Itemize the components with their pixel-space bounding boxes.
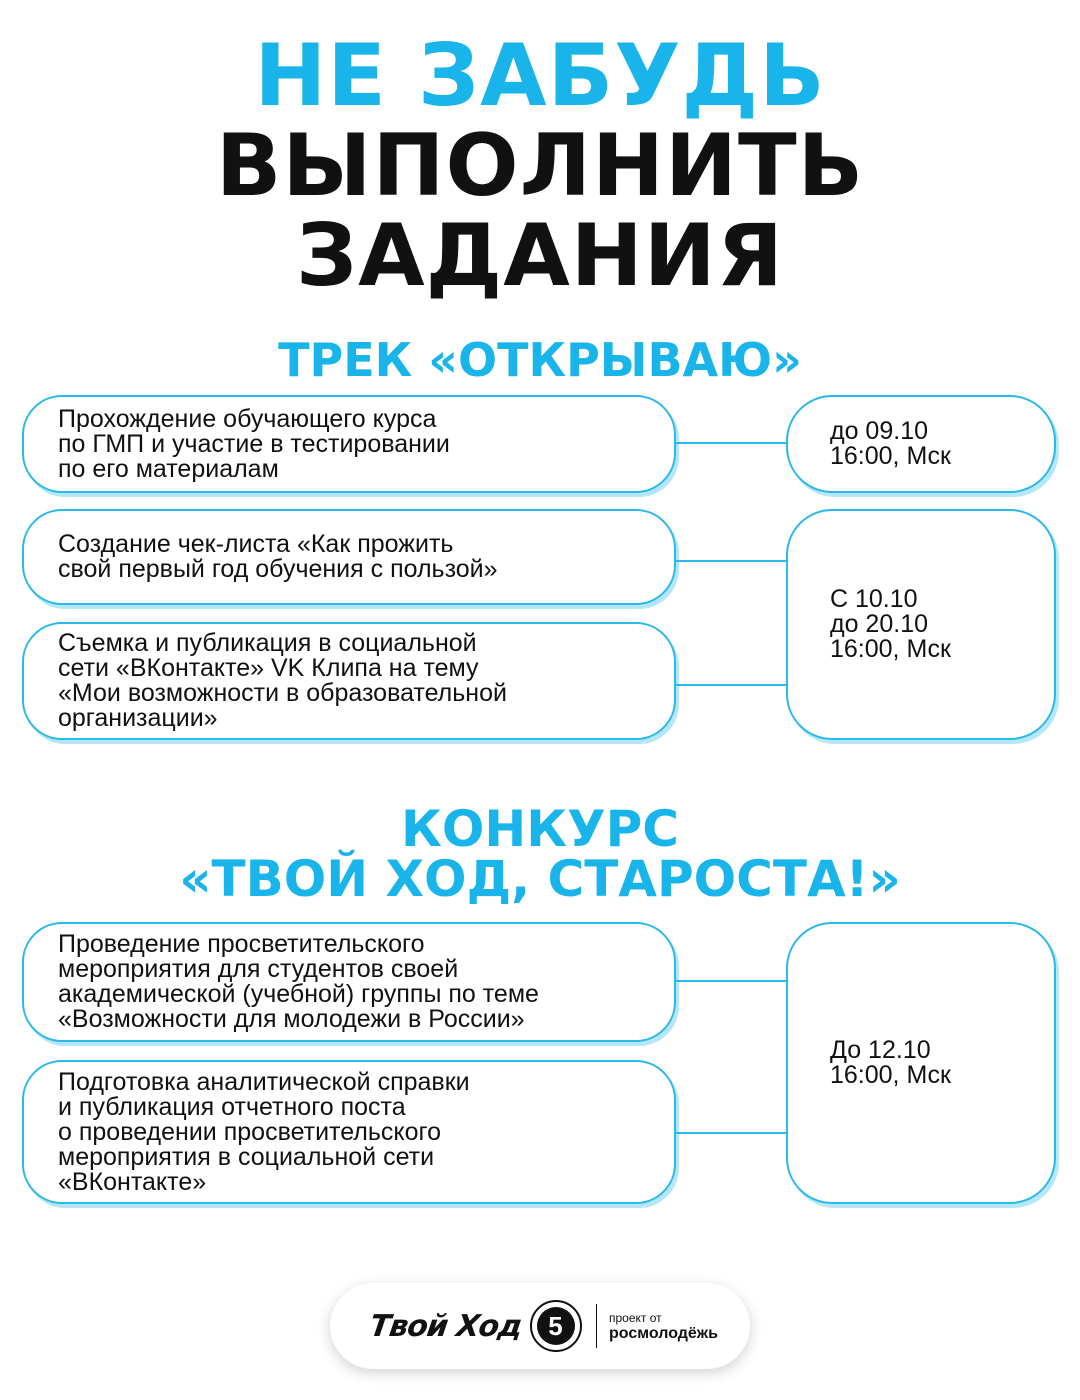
connector-line [676,442,786,444]
track-task-3 [22,622,676,740]
track-deadline-2 [786,509,1056,740]
footer-logo-badge [330,1283,750,1369]
seal-number: 5 [537,1307,575,1345]
track-deadline-1-text: до 09.10 16:00, Мск [830,417,951,470]
headline-line-2: ВЫПОЛНИТЬ [215,116,865,216]
contest-task-2 [22,1060,676,1204]
contest-deadline [786,922,1056,1204]
partner-caption: проект от [609,1311,662,1325]
track-deadline-2-text: С 10.10 до 20.10 16:00, Мск [830,585,951,663]
track-task-1 [22,395,676,493]
contest-deadline-text: До 12.10 16:00, Мск [830,1036,951,1089]
contest-title-line-2: «ТВОЙ ХОД, СТАРОСТА!» [179,850,901,908]
connector-line [676,684,786,686]
contest-task-1-text: Проведение просветительского мероприятия для студентов своей академической (учебной) группы по теме «Возможности для молодежи в России» [58,930,539,1033]
partner-logo [609,1311,718,1341]
contest-task-2-text: Подготовка аналитической справки и публикация отчетного поста о проведении просветительского мероприятия в социальной сети «ВКонтакте» [58,1067,470,1196]
track-task-3-text: Съемка и публикация в социальной сети «ВКонтакте» VK Клипа на тему «Мои возможности в образовательной организации» [58,629,507,732]
seal-icon [530,1300,582,1352]
contest-title-line-1: КОНКУРС [401,800,679,858]
connector-line [676,560,786,562]
track-task-1-text: Прохождение обучающего курса по ГМП и участие в тестировании по его материалам [58,404,450,483]
contest-task-1 [22,922,676,1042]
logo-divider [596,1304,598,1348]
headline-line-1: НЕ ЗАБУДЬ [254,26,826,126]
track-title: ТРЕК «ОТКРЫВАЮ» [278,333,802,387]
track-task-2-text: Создание чек-листа «Как прожить свой первый год обучения с пользой» [58,530,498,583]
track-deadline-1 [786,395,1056,493]
headline-line-3: ЗАДАНИЯ [296,206,784,306]
connector-line [676,1132,786,1134]
brand-logo: Твой Ход [367,1308,524,1344]
connector-line [676,980,786,982]
track-task-2 [22,509,676,605]
partner-name: росмолодёжь [609,1325,718,1342]
